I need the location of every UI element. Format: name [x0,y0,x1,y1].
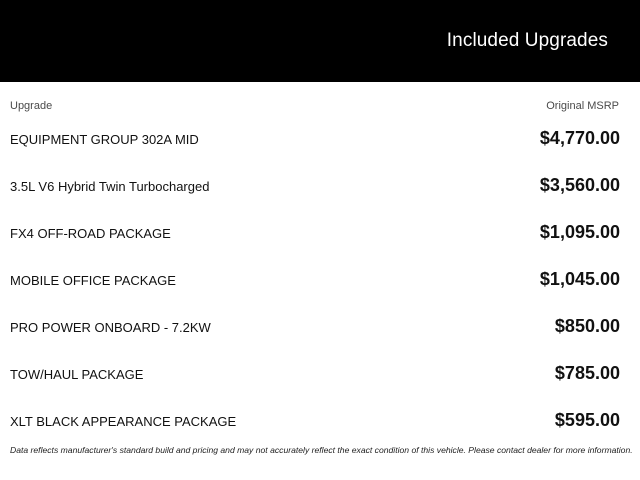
column-header-upgrade: Upgrade [10,100,53,112]
upgrade-row [0,115,640,162]
header-bar [0,0,640,82]
upgrade-row [0,162,640,209]
disclaimer-text: Data reflects manufacturer's standard build and pricing and may not accurately reflect the exact condition of this vehicle. Please contact dealer for more information. [10,445,633,455]
upgrade-price: $4,770.00 [539,128,620,148]
upgrade-name: PRO POWER ONBOARD - 7.2KW [10,320,211,335]
upgrade-name: 3.5L V6 Hybrid Twin Turbocharged [10,179,210,194]
upgrade-row [0,350,640,397]
upgrade-price: $595.00 [554,410,620,430]
upgrade-name: EQUIPMENT GROUP 302A MID [10,132,199,147]
upgrade-name: MOBILE OFFICE PACKAGE [10,273,176,288]
upgrade-row [0,256,640,303]
upgrade-name: TOW/HAUL PACKAGE [10,367,144,382]
upgrade-name: FX4 OFF-ROAD PACKAGE [10,226,171,241]
upgrade-price: $3,560.00 [539,175,620,195]
page-title: Included Upgrades [446,30,608,51]
upgrade-price: $1,095.00 [539,222,620,242]
upgrade-price: $1,045.00 [539,269,620,289]
upgrade-price: $785.00 [554,363,620,383]
upgrade-name: XLT BLACK APPEARANCE PACKAGE [10,414,237,429]
upgrade-row [0,209,640,256]
column-header-msrp: Original MSRP [546,100,619,112]
upgrade-row [0,303,640,350]
upgrade-price: $850.00 [554,316,620,336]
upgrades-list [0,115,640,444]
upgrade-row [0,397,640,444]
